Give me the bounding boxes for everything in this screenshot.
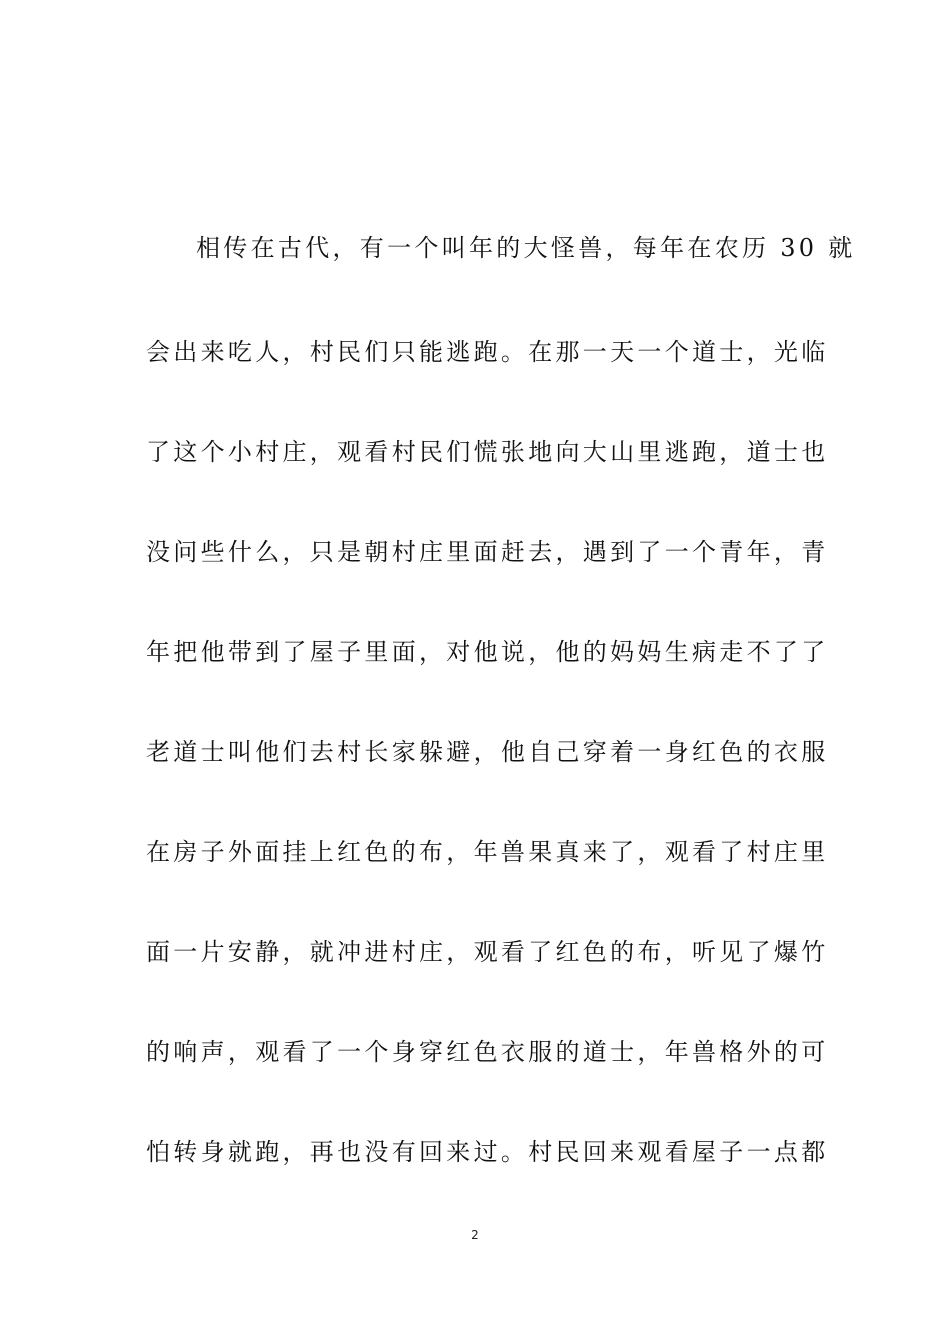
paragraph-line: 在房子外面挂上红色的布，年兽果真来了，观看了村庄里 [146,838,829,866]
paragraph-line: 怕转身就跑，再也没有回来过。村民回来观看屋子一点都 [146,1138,829,1166]
paragraph-line: 老道士叫他们去村长家躲避，他自己穿着一身红色的衣服 [146,738,829,766]
page-number: 2 [471,1228,479,1242]
paragraph-line: 没问些什么，只是朝村庄里面赶去，遇到了一个青年，青 [146,538,829,566]
paragraph-line: 的响声，观看了一个身穿红色衣服的道士，年兽格外的可 [146,1038,829,1066]
paragraph-line: 面一片安静，就冲进村庄，观看了红色的布，听见了爆竹 [146,938,829,966]
paragraph-line: 年把他带到了屋子里面，对他说，他的妈妈生病走不了了 [146,638,829,666]
paragraph-line: 了这个小村庄，观看村民们慌张地向大山里逃跑，道士也 [146,438,829,466]
paragraph-line: 会出来吃人，村民们只能逃跑。在那一天一个道士，光临 [146,338,829,366]
paragraph-line: 相传在古代，有一个叫年的大怪兽，每年在农历 30 就 [196,234,856,262]
